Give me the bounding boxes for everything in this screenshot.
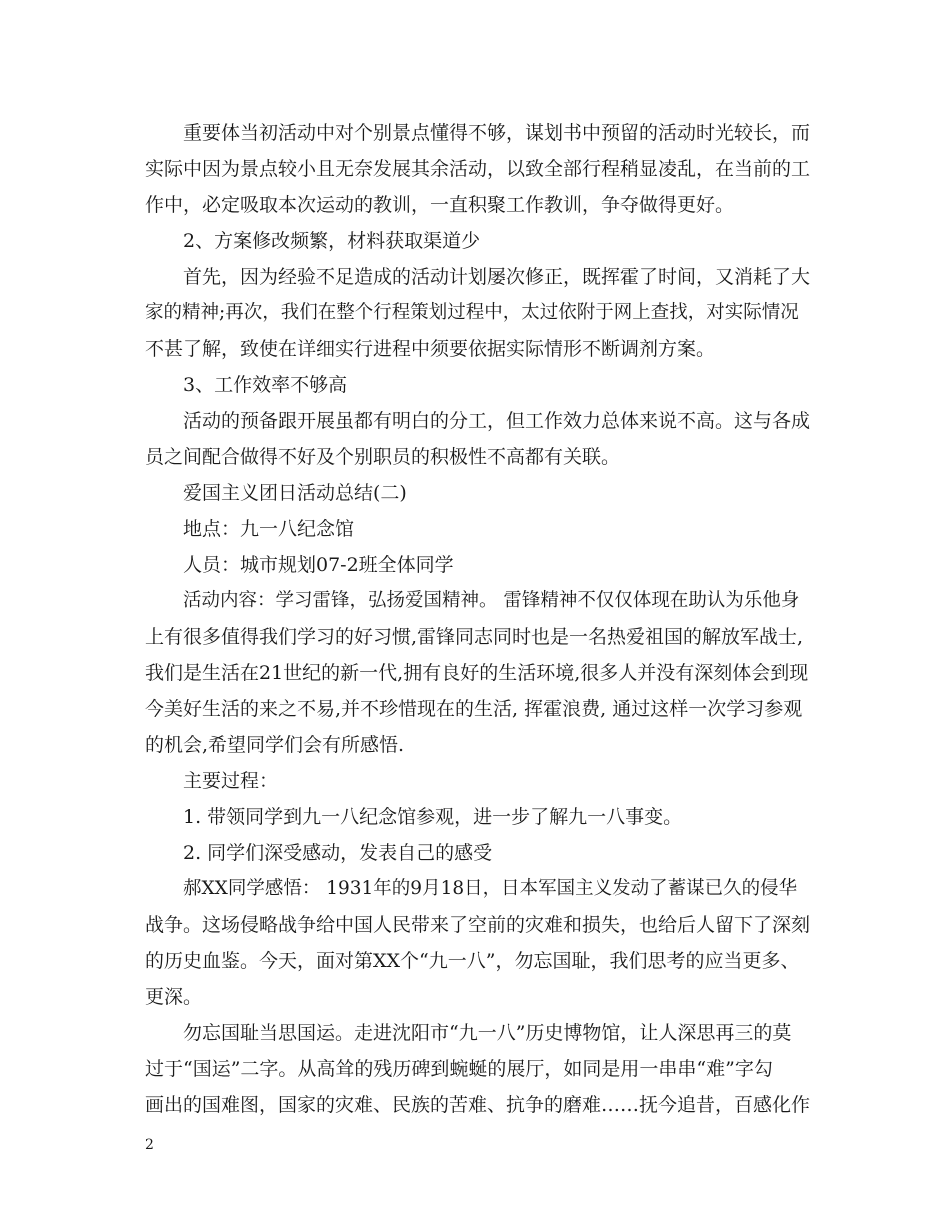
text-line: 活动的预备跟开展虽都有明白的分工，但工作效力总体来说不高。这与各成 <box>183 410 811 432</box>
text-line: 画出的国难图，国家的灾难、民族的苦难、抗争的磨难……抚今追昔，百感化作 <box>145 1094 811 1116</box>
text-line: 我们是生活在21世纪的新一代,拥有良好的生活环境,很多人并没有深刻体会到现 <box>145 662 809 684</box>
text-line: 首先，因为经验不足造成的活动计划屡次修正，既挥霍了时间，又消耗了大 <box>183 266 811 288</box>
text-line: 上有很多值得我们学习的好习惯,雷锋同志同时也是一名热爱祖国的解放军战士, <box>145 626 804 648</box>
text-line: 人员：城市规划07-2班全体同学 <box>183 554 454 576</box>
text-line: 的历史血鉴。今天，面对第XX个“九一八”，勿忘国耻，我们思考的应当更多、 <box>145 950 800 972</box>
text-line: 3、工作效率不够高 <box>183 374 348 396</box>
page-number: 2 <box>145 1137 154 1153</box>
text-line: 2、方案修改频繁，材料获取渠道少 <box>183 230 481 252</box>
text-line: 家的精神;再次，我们在整个行程策划过程中，太过依附于网上查找，对实际情况 <box>145 302 799 323</box>
text-line: 战争。这场侵略战争给中国人民带来了空前的灾难和损失，也给后人留下了深刻 <box>145 914 811 936</box>
text-line: 1. 带领同学到九一八纪念馆参观，进一步了解九一八事变。 <box>183 806 683 828</box>
text-line: 郝XX同学感悟： 1931年的9月18日，日本军国主义发动了蓄谋已久的侵华 <box>183 878 798 899</box>
text-line: 2. 同学们深受感动，发表自己的感受 <box>183 842 493 864</box>
text-line: 的机会,希望同学们会有所感悟. <box>145 734 405 756</box>
document-body <box>145 115 810 1123</box>
text-line: 活动内容：学习雷锋，弘扬爱国精神。 雷锋精神不仅仅体现在助认为乐他身 <box>183 590 800 611</box>
text-line: 作中，必定吸取本次运动的教训，一直积聚工作教训，争夺做得更好。 <box>145 194 735 216</box>
text-line: 重要体当初活动中对个别景点懂得不够，谋划书中预留的活动时光较长，而 <box>183 122 811 144</box>
text-line: 今美好生活的来之不易,并不珍惜现在的生活, 挥霍浪费, 通过这样一次学习参观 <box>145 698 803 720</box>
text-line: 主要过程： <box>183 770 279 792</box>
text-line: 实际中因为景点较小且无奈发展其余活动，以致全部行程稍显凌乱，在当前的工 <box>145 158 811 180</box>
text-line: 过于“国运”二字。从高耸的残历碑到蜿蜒的展厅，如同是用一串串“难”字勾 <box>145 1058 773 1080</box>
text-line: 不甚了解，致使在详细实行进程中须要依据实际情形不断调剂方案。 <box>145 338 716 360</box>
text-line: 爱国主义团日活动总结(二) <box>183 482 407 504</box>
text-line: 员之间配合做得不好及个别职员的积极性不高都有关联。 <box>145 446 621 468</box>
text-line: 勿忘国耻当思国运。走进沈阳市“九一八”历史博物馆，让人深思再三的莫 <box>183 1022 792 1044</box>
text-line: 更深。 <box>145 986 203 1008</box>
text-line: 地点：九一八纪念馆 <box>183 518 355 540</box>
